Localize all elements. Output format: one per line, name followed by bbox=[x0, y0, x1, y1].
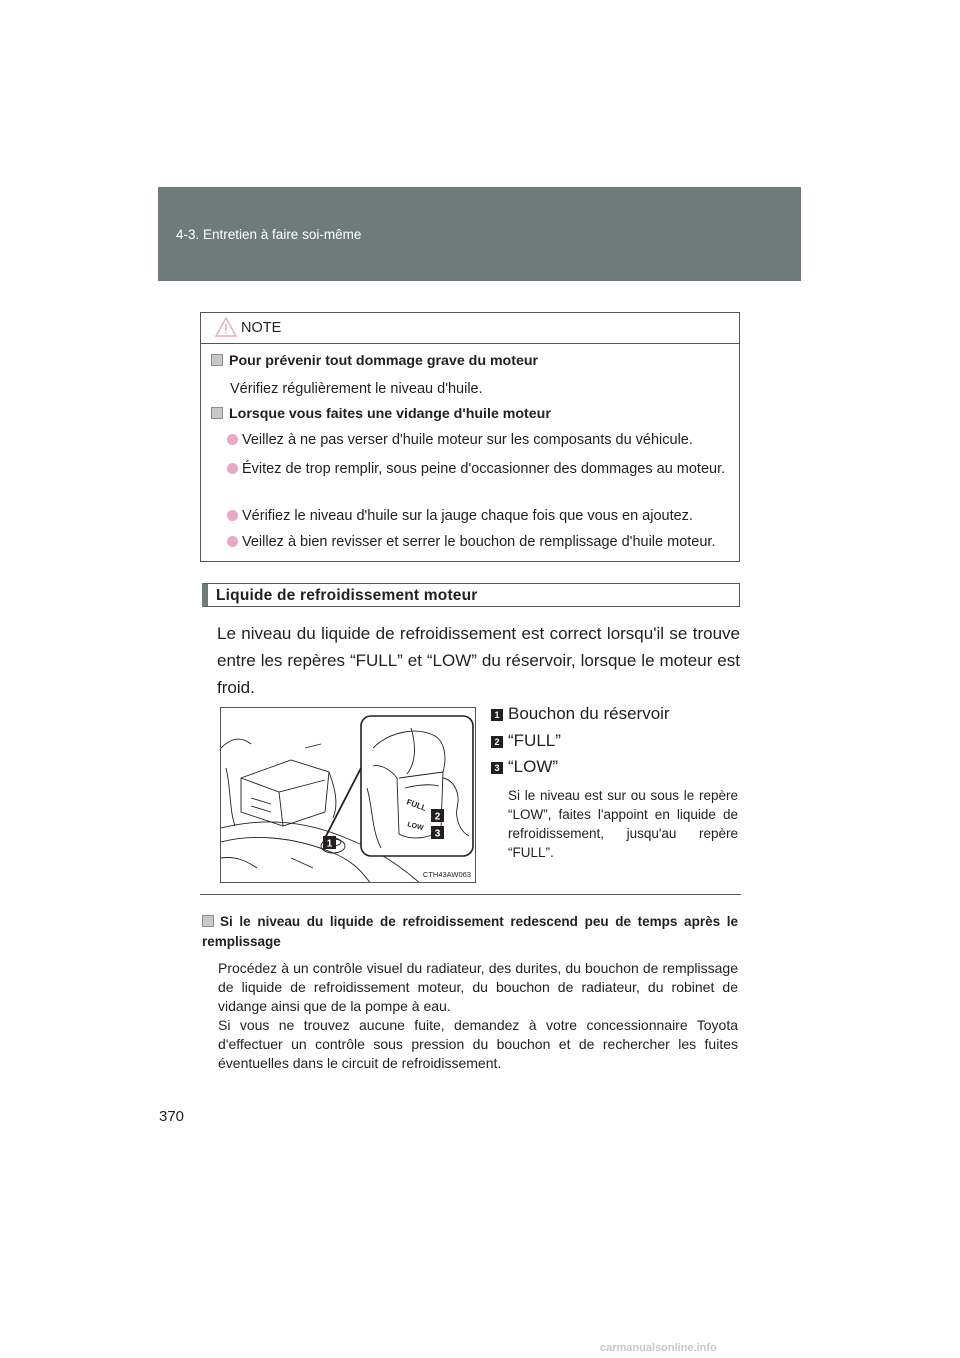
legend-item-1 bbox=[491, 704, 670, 724]
circle-bullet-icon bbox=[227, 463, 238, 474]
engine-figure bbox=[220, 707, 476, 883]
callout-2 bbox=[431, 809, 444, 823]
note-bullet-3-text: Vérifiez le niveau d'huile sur la jauge chaque fois que vous en ajoutez. bbox=[242, 508, 693, 524]
legend-label-2: “FULL” bbox=[508, 731, 561, 750]
section-breadcrumb: 4-3. Entretien à faire soi-même bbox=[176, 227, 362, 242]
note-heading-1 bbox=[211, 353, 538, 369]
legend-label-1: Bouchon du réservoir bbox=[508, 704, 670, 723]
note-bullet-1-text: Veillez à ne pas verser d'huile moteur sur les composants du véhicule. bbox=[242, 432, 693, 448]
note-bullet-2 bbox=[227, 459, 731, 479]
callout-1 bbox=[323, 836, 336, 850]
legend-label-3: “LOW” bbox=[508, 757, 559, 776]
section-title: Liquide de refroidissement moteur bbox=[216, 587, 478, 604]
note-heading-2-text: Lorsque vous faites une vidange d'huile moteur bbox=[229, 406, 551, 422]
note-label: NOTE bbox=[241, 320, 282, 336]
callout-number-3: 3 bbox=[491, 762, 503, 774]
section-title-bar bbox=[202, 583, 740, 607]
info-heading-text: Si le niveau du liquide de refroidissement redescend peu de temps après le remplissage bbox=[202, 914, 738, 949]
watermark: carmanualsonline.info bbox=[600, 1342, 717, 1354]
note-header bbox=[201, 313, 739, 344]
note-bullet-1 bbox=[227, 430, 731, 450]
svg-text:2: 2 bbox=[434, 811, 441, 823]
note-heading-1-text: Pour prévenir tout dommage grave du moteur bbox=[229, 353, 539, 369]
divider bbox=[200, 894, 741, 895]
note-box bbox=[200, 312, 740, 562]
square-bullet-icon bbox=[211, 354, 223, 366]
note-bullet-3 bbox=[227, 506, 731, 526]
callout-3 bbox=[431, 826, 444, 840]
legend-item-2 bbox=[491, 731, 561, 751]
legend-item-3 bbox=[491, 757, 558, 777]
intro-paragraph: Le niveau du liquide de refroidissement est correct lorsqu'il se trouve entre les repères “FULL” et “LOW” du réservoir, lorsque le moteur est froid. bbox=[217, 624, 740, 697]
note-bullet-4 bbox=[227, 532, 735, 552]
page-number: 370 bbox=[159, 1108, 185, 1125]
callout-number-2: 2 bbox=[491, 736, 503, 748]
note-bullet-2-text: Évitez de trop remplir, sous peine d'occasionner des dommages au moteur. bbox=[242, 461, 726, 477]
low-mark-text: LOW bbox=[406, 821, 425, 833]
circle-bullet-icon bbox=[227, 510, 238, 521]
engine-illustration bbox=[221, 708, 476, 883]
info-paragraph-1: Procédez à un contrôle visuel du radiateur, des durites, du bouchon de remplissage de liquide de refroidissement moteur, du bouchon de radiateur, du robinet de vidange ainsi que de la pompe à eau. bbox=[218, 960, 738, 1014]
info-paragraph bbox=[218, 959, 738, 1073]
figure-code: CTH43AW063 bbox=[422, 870, 471, 879]
note-heading-2 bbox=[211, 406, 551, 422]
circle-bullet-icon bbox=[227, 434, 238, 445]
info-heading bbox=[202, 912, 738, 952]
warning-icon bbox=[215, 316, 237, 338]
circle-bullet-icon bbox=[227, 536, 238, 547]
callout-number-1: 1 bbox=[491, 709, 503, 721]
full-mark-text: FULL bbox=[405, 797, 428, 813]
square-bullet-icon bbox=[202, 915, 214, 927]
header-band bbox=[158, 187, 801, 281]
svg-text:3: 3 bbox=[434, 828, 441, 840]
info-paragraph-2: Si vous ne trouvez aucune fuite, demandez à votre concessionnaire Toyota d'effectuer un contrôle sous pression du bouchon et de rechercher les fuites éventuelles dans le circuit de refroidissement. bbox=[218, 1017, 738, 1071]
square-bullet-icon bbox=[211, 407, 223, 419]
legend-note: Si le niveau est sur ou sous le repère “LOW”, faites l'appoint en liquide de refroidissement, jusqu'au repère “FULL”. bbox=[508, 788, 738, 860]
note-text-1: Vérifiez régulièrement le niveau d'huile. bbox=[230, 381, 483, 397]
svg-text:1: 1 bbox=[326, 838, 333, 850]
note-bullet-4-text: Veillez à bien revisser et serrer le bouchon de remplissage d'huile moteur. bbox=[242, 534, 716, 550]
